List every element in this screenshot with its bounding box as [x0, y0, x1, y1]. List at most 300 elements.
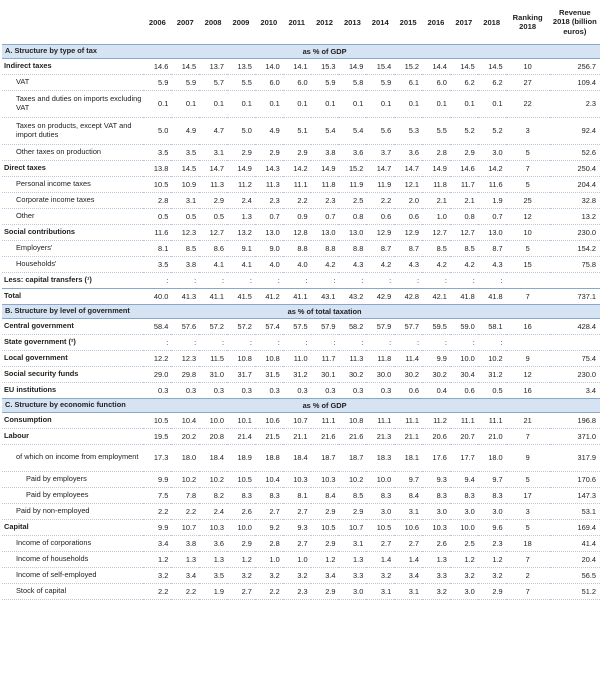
revenue-cell: 230.0	[550, 366, 600, 382]
section-unit: as % of GDP	[143, 45, 505, 59]
row-label: Income of self-employed	[2, 567, 143, 583]
section-filler	[506, 45, 550, 59]
value-cell: 0.8	[338, 208, 366, 224]
value-cell: 4.1	[227, 256, 255, 272]
value-cell: 8.7	[478, 240, 506, 256]
value-cell: 0.6	[450, 382, 478, 398]
value-cell: 0.3	[199, 382, 227, 398]
value-cell: 31.7	[227, 366, 255, 382]
value-cell: 4.3	[394, 256, 422, 272]
value-cell: 57.2	[199, 318, 227, 334]
section-title: A. Structure by type of tax	[2, 45, 143, 59]
value-cell: 6.0	[422, 74, 450, 90]
ranking-cell: 16	[506, 382, 550, 398]
table-row	[2, 487, 600, 503]
value-cell: 10.5	[311, 519, 339, 535]
value-cell: 1.3	[199, 551, 227, 567]
value-cell: 0.1	[255, 90, 283, 117]
value-cell: 43.2	[338, 288, 366, 304]
value-cell: 14.9	[311, 160, 339, 176]
value-cell: 18.7	[338, 444, 366, 471]
row-label: Income of households	[2, 551, 143, 567]
table-row	[2, 567, 600, 583]
value-cell: 11.9	[338, 176, 366, 192]
value-cell: 11.1	[366, 412, 394, 428]
value-cell: 0.9	[283, 208, 311, 224]
value-cell: 21.5	[255, 428, 283, 444]
value-cell: 17.7	[450, 444, 478, 471]
value-cell: 57.9	[311, 318, 339, 334]
value-cell: 13.0	[311, 224, 339, 240]
value-cell: 3.1	[338, 535, 366, 551]
value-cell: 0.7	[311, 208, 339, 224]
value-cell: 31.0	[199, 366, 227, 382]
value-cell: 0.3	[227, 382, 255, 398]
value-cell: 3.1	[199, 144, 227, 160]
value-cell: 3.0	[450, 503, 478, 519]
ranking-cell: 16	[506, 318, 550, 334]
value-cell: 8.3	[255, 487, 283, 503]
value-cell: 10.3	[283, 471, 311, 487]
value-cell: 2.1	[450, 192, 478, 208]
value-cell: 11.3	[338, 350, 366, 366]
value-cell: 3.0	[422, 503, 450, 519]
row-label: Income of corporations	[2, 535, 143, 551]
value-cell: 14.7	[394, 160, 422, 176]
value-cell: 5.9	[171, 74, 199, 90]
value-cell: 5.4	[338, 117, 366, 144]
section-header-row	[2, 304, 600, 318]
value-cell: :	[338, 334, 366, 350]
value-cell: 2.8	[422, 144, 450, 160]
value-cell: 8.3	[450, 487, 478, 503]
value-cell: 6.2	[450, 74, 478, 90]
value-cell: :	[199, 272, 227, 288]
value-cell: 3.6	[338, 144, 366, 160]
value-cell: 8.1	[283, 487, 311, 503]
revenue-cell	[550, 272, 600, 288]
value-cell: 8.2	[199, 487, 227, 503]
value-cell: 10.8	[227, 350, 255, 366]
value-cell: 2.2	[283, 192, 311, 208]
value-cell: 0.4	[422, 382, 450, 398]
value-cell: 6.2	[478, 74, 506, 90]
value-cell: 10.5	[143, 176, 171, 192]
value-cell: 7.5	[143, 487, 171, 503]
revenue-cell: 250.4	[550, 160, 600, 176]
value-cell: 0.7	[478, 208, 506, 224]
value-cell: 18.4	[199, 444, 227, 471]
table-row	[2, 256, 600, 272]
value-cell: 0.5	[143, 208, 171, 224]
value-cell: 11.3	[199, 176, 227, 192]
value-cell: 8.1	[143, 240, 171, 256]
value-cell: 9.3	[283, 519, 311, 535]
table-row	[2, 160, 600, 176]
value-cell: 9.3	[422, 471, 450, 487]
value-cell: 0.8	[450, 208, 478, 224]
value-cell: 14.9	[422, 160, 450, 176]
value-cell: 3.2	[143, 567, 171, 583]
value-cell: 5.4	[311, 117, 339, 144]
value-cell: 3.2	[255, 567, 283, 583]
value-cell: 20.2	[171, 428, 199, 444]
value-cell: 42.9	[366, 288, 394, 304]
value-cell: :	[478, 334, 506, 350]
revenue-cell: 317.9	[550, 444, 600, 471]
value-cell: 18.9	[227, 444, 255, 471]
value-cell: 4.7	[199, 117, 227, 144]
revenue-header: Revenue 2018 (billion euros)	[552, 7, 597, 36]
value-cell: :	[366, 334, 394, 350]
value-cell: 18.4	[283, 444, 311, 471]
value-cell: 1.2	[450, 551, 478, 567]
value-cell: 8.7	[366, 240, 394, 256]
value-cell: :	[171, 334, 199, 350]
value-cell: 12.1	[394, 176, 422, 192]
value-cell: 0.3	[255, 382, 283, 398]
value-cell: 10.5	[366, 519, 394, 535]
value-cell: 5.5	[227, 74, 255, 90]
value-cell: 12.8	[283, 224, 311, 240]
row-label: Direct taxes	[2, 160, 143, 176]
row-label: Personal income taxes	[2, 176, 143, 192]
value-cell: 3.2	[227, 567, 255, 583]
value-cell: 13.5	[227, 58, 255, 74]
section-header-row	[2, 398, 600, 412]
revenue-cell: 737.1	[550, 288, 600, 304]
value-cell: 8.5	[422, 240, 450, 256]
year-header: 2012	[316, 17, 333, 27]
value-cell: 12.9	[366, 224, 394, 240]
value-cell: 1.2	[478, 551, 506, 567]
value-cell: 2.4	[199, 503, 227, 519]
value-cell: 8.8	[311, 240, 339, 256]
value-cell: 9.4	[450, 471, 478, 487]
value-cell: 1.3	[422, 551, 450, 567]
header-label-cell	[2, 0, 143, 45]
revenue-cell: 51.2	[550, 583, 600, 599]
value-cell: 58.2	[338, 318, 366, 334]
value-cell: 10.1	[227, 412, 255, 428]
row-label: VAT	[2, 74, 143, 90]
value-cell: :	[283, 334, 311, 350]
value-cell: 5.1	[283, 117, 311, 144]
row-label: Local government	[2, 350, 143, 366]
table-row	[2, 382, 600, 398]
revenue-cell: 2.3	[550, 90, 600, 117]
value-cell: 0.3	[311, 382, 339, 398]
value-cell: 2.9	[255, 144, 283, 160]
value-cell: 41.5	[227, 288, 255, 304]
revenue-cell: 92.4	[550, 117, 600, 144]
table-row	[2, 334, 600, 350]
value-cell: 10.3	[311, 471, 339, 487]
value-cell: 4.1	[199, 256, 227, 272]
value-cell: 2.2	[366, 192, 394, 208]
value-cell: 7.8	[171, 487, 199, 503]
value-cell: :	[143, 272, 171, 288]
row-label: Indirect taxes	[2, 58, 143, 74]
value-cell: 2.7	[283, 535, 311, 551]
value-cell: 2.6	[227, 503, 255, 519]
value-cell: 11.9	[366, 176, 394, 192]
year-header: 2018	[483, 17, 501, 27]
value-cell: 57.2	[227, 318, 255, 334]
value-cell: 2.1	[422, 192, 450, 208]
value-cell: 0.1	[338, 90, 366, 117]
table-row	[2, 519, 600, 535]
ranking-cell: 2	[506, 567, 550, 583]
value-cell: 11.8	[311, 176, 339, 192]
revenue-cell: 428.4	[550, 318, 600, 334]
value-cell: :	[227, 272, 255, 288]
tax-structure-table	[2, 0, 600, 600]
ranking-cell: 15	[506, 256, 550, 272]
value-cell: 10.0	[450, 350, 478, 366]
value-cell: 10.2	[199, 471, 227, 487]
section-filler	[506, 398, 550, 412]
value-cell: 9.9	[422, 350, 450, 366]
value-cell: 10.8	[255, 350, 283, 366]
value-cell: 0.5	[199, 208, 227, 224]
ranking-cell: 25	[506, 192, 550, 208]
row-label: Consumption	[2, 412, 143, 428]
value-cell: 14.5	[171, 58, 199, 74]
value-cell: 0.6	[366, 208, 394, 224]
value-cell: 3.3	[422, 567, 450, 583]
value-cell: 11.8	[422, 176, 450, 192]
value-cell: 3.7	[366, 144, 394, 160]
table-row	[2, 58, 600, 74]
value-cell: 11.1	[450, 412, 478, 428]
value-cell: 41.1	[199, 288, 227, 304]
value-cell: 1.3	[227, 208, 255, 224]
value-cell: 0.6	[394, 208, 422, 224]
value-cell: 2.2	[171, 503, 199, 519]
ranking-cell: 10	[506, 58, 550, 74]
value-cell: 5.5	[422, 117, 450, 144]
value-cell: 10.0	[227, 519, 255, 535]
value-cell: 31.5	[255, 366, 283, 382]
value-cell: 3.5	[143, 256, 171, 272]
row-label: Taxes on products, except VAT and import duties	[2, 117, 143, 144]
value-cell: 2.2	[255, 583, 283, 599]
value-cell: 1.0	[255, 551, 283, 567]
value-cell: 3.2	[478, 567, 506, 583]
row-label: Stock of capital	[2, 583, 143, 599]
value-cell: 14.2	[283, 160, 311, 176]
value-cell: 5.7	[199, 74, 227, 90]
value-cell: 3.0	[450, 583, 478, 599]
revenue-cell	[550, 334, 600, 350]
value-cell: 10.4	[171, 412, 199, 428]
value-cell: 2.9	[478, 583, 506, 599]
value-cell: 11.5	[199, 350, 227, 366]
row-label: Labour	[2, 428, 143, 444]
value-cell: 0.1	[366, 90, 394, 117]
value-cell: 4.9	[171, 117, 199, 144]
section-filler	[550, 398, 600, 412]
table-row	[2, 366, 600, 382]
value-cell: 30.2	[394, 366, 422, 382]
value-cell: 5.9	[143, 74, 171, 90]
row-label: Social contributions	[2, 224, 143, 240]
revenue-cell: 32.8	[550, 192, 600, 208]
value-cell: 58.4	[143, 318, 171, 334]
ranking-cell: 5	[506, 471, 550, 487]
value-cell: 0.1	[143, 90, 171, 117]
value-cell: 41.2	[255, 288, 283, 304]
value-cell: 2.7	[255, 503, 283, 519]
table-row	[2, 318, 600, 334]
value-cell: 3.8	[171, 256, 199, 272]
value-cell: 8.5	[171, 240, 199, 256]
value-cell: 8.3	[478, 487, 506, 503]
value-cell: 0.1	[478, 90, 506, 117]
table-row	[2, 583, 600, 599]
revenue-cell: 204.4	[550, 176, 600, 192]
value-cell: 1.2	[227, 551, 255, 567]
table-row	[2, 208, 600, 224]
table-row	[2, 144, 600, 160]
revenue-cell: 256.7	[550, 58, 600, 74]
value-cell: 19.5	[143, 428, 171, 444]
ranking-cell: 7	[506, 288, 550, 304]
value-cell: 57.6	[171, 318, 199, 334]
table-row	[2, 176, 600, 192]
value-cell: 42.1	[422, 288, 450, 304]
value-cell: 11.4	[394, 350, 422, 366]
value-cell: 3.1	[366, 583, 394, 599]
value-cell: :	[227, 334, 255, 350]
year-header: 2015	[399, 17, 417, 27]
value-cell: 1.2	[143, 551, 171, 567]
ranking-cell: 7	[506, 583, 550, 599]
value-cell: 1.4	[366, 551, 394, 567]
value-cell: 9.7	[478, 471, 506, 487]
value-cell: 0.1	[283, 90, 311, 117]
table-row	[2, 240, 600, 256]
value-cell: :	[171, 272, 199, 288]
ranking-cell: 21	[506, 412, 550, 428]
value-cell: 14.4	[422, 58, 450, 74]
revenue-cell: 170.6	[550, 471, 600, 487]
value-cell: 2.9	[227, 144, 255, 160]
ranking-cell	[506, 272, 550, 288]
value-cell: 3.0	[338, 583, 366, 599]
revenue-cell: 41.4	[550, 535, 600, 551]
value-cell: 13.0	[338, 224, 366, 240]
value-cell: 10.7	[283, 412, 311, 428]
value-cell: 42.8	[394, 288, 422, 304]
value-cell: 0.5	[478, 382, 506, 398]
table-row	[2, 551, 600, 567]
row-label: Paid by non-employed	[2, 503, 143, 519]
value-cell: 0.1	[227, 90, 255, 117]
value-cell: 8.8	[283, 240, 311, 256]
value-cell: :	[338, 272, 366, 288]
value-cell: 4.2	[422, 256, 450, 272]
value-cell: 10.2	[338, 471, 366, 487]
ranking-cell: 10	[506, 224, 550, 240]
value-cell: 13.8	[143, 160, 171, 176]
value-cell: 2.0	[394, 192, 422, 208]
value-cell: 3.0	[478, 144, 506, 160]
value-cell: 30.0	[366, 366, 394, 382]
value-cell: 9.9	[143, 471, 171, 487]
value-cell: 8.5	[450, 240, 478, 256]
value-cell: 1.4	[394, 551, 422, 567]
value-cell: :	[394, 334, 422, 350]
value-cell: 2.5	[338, 192, 366, 208]
value-cell: 41.3	[171, 288, 199, 304]
value-cell: 3.1	[394, 583, 422, 599]
value-cell: 3.4	[171, 567, 199, 583]
value-cell: 10.6	[255, 412, 283, 428]
value-cell: 3.1	[394, 503, 422, 519]
value-cell: 18.1	[394, 444, 422, 471]
value-cell: 6.1	[394, 74, 422, 90]
value-cell: 2.9	[199, 192, 227, 208]
value-cell: 15.3	[311, 58, 339, 74]
ranking-cell: 3	[506, 117, 550, 144]
value-cell: 58.1	[478, 318, 506, 334]
value-cell: 4.2	[450, 256, 478, 272]
value-cell: 21.1	[394, 428, 422, 444]
value-cell: 8.5	[338, 487, 366, 503]
row-label: Social security funds	[2, 366, 143, 382]
value-cell: 8.3	[227, 487, 255, 503]
value-cell: 12.7	[199, 224, 227, 240]
value-cell: 0.3	[338, 382, 366, 398]
year-header: 2008	[204, 17, 222, 27]
ranking-header: Ranking 2018	[512, 12, 543, 31]
value-cell: 11.6	[478, 176, 506, 192]
table-row	[2, 350, 600, 366]
ranking-cell: 7	[506, 160, 550, 176]
year-header: 2014	[371, 17, 389, 27]
value-cell: 11.3	[255, 176, 283, 192]
revenue-cell: 3.4	[550, 382, 600, 398]
header-row	[2, 0, 600, 45]
value-cell: 3.6	[394, 144, 422, 160]
value-cell: 11.1	[283, 176, 311, 192]
value-cell: 30.2	[338, 366, 366, 382]
value-cell: 2.3	[283, 583, 311, 599]
value-cell: 10.5	[143, 412, 171, 428]
section-filler	[506, 304, 550, 318]
row-label: of which on income from employment	[2, 444, 143, 471]
value-cell: 0.7	[255, 208, 283, 224]
row-label: Employers'	[2, 240, 143, 256]
value-cell: 11.7	[311, 350, 339, 366]
value-cell: 21.6	[311, 428, 339, 444]
year-header: 2006	[148, 17, 166, 27]
value-cell: 0.3	[366, 382, 394, 398]
revenue-cell: 75.8	[550, 256, 600, 272]
year-header: 2007	[176, 17, 194, 27]
value-cell: 5.9	[366, 74, 394, 90]
value-cell: :	[311, 334, 339, 350]
table-row	[2, 192, 600, 208]
value-cell: 3.4	[394, 567, 422, 583]
table-row	[2, 272, 600, 288]
row-label: Paid by employees	[2, 487, 143, 503]
value-cell: 4.3	[478, 256, 506, 272]
value-cell: 15.4	[366, 58, 394, 74]
revenue-cell: 56.5	[550, 567, 600, 583]
